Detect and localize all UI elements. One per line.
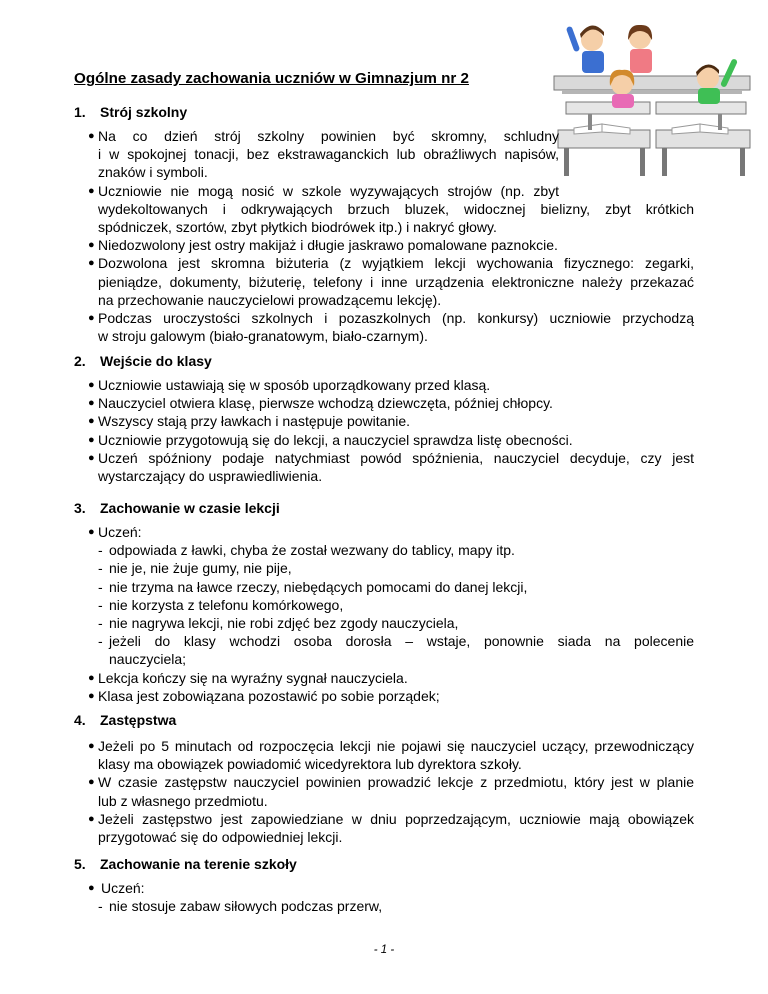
- list-item: ● Lekcja kończy się na wyraźny sygnał nauczyciela.: [88, 669, 408, 686]
- list-item-continuation: wydekoltowanych i odkrywających brzuch bluzek, widocznej bielizny, zbyt krótkich: [98, 200, 694, 217]
- bullet-icon: ●: [88, 397, 95, 410]
- list-item-continuation: klasy ma obowiązek powiadomić wicedyrektora lub dyrektora szkoły.: [98, 756, 522, 773]
- list-item: ● Uczniowie nie mogą nosić w szkole wyzywających strojów (np. zbyt: [88, 182, 559, 199]
- section-3-list: [88, 523, 694, 705]
- section-heading-text: Zastępstwa: [100, 712, 177, 728]
- list-item: ● Na co dzień strój szkolny powinien być skromny, schludny: [88, 128, 559, 144]
- section-number: 1.: [74, 104, 86, 120]
- list-item-continuation: i w spokojnej tonacji, bez ekstrawaganckich lub obraźliwych napisów,: [98, 146, 559, 163]
- list-item: ● Uczeń:: [88, 880, 145, 896]
- list-item-continuation: przygotować się do odpowiedniej lekcji.: [98, 828, 343, 845]
- bullet-icon: ●: [88, 257, 95, 270]
- bullet-icon: ●: [88, 671, 95, 684]
- sub-item: - nie trzyma na ławce rzeczy, niebędących pomocami do danej lekcji,: [98, 578, 528, 595]
- section-heading-text: Strój szkolny: [100, 104, 188, 120]
- section-heading-zachowanie-w-czasie-lekcji: [74, 500, 280, 516]
- list-item: ● Uczeń spóźniony podaje natychmiast powód spóźnienia, nauczyciel decyduje, czy jest: [88, 449, 694, 466]
- section-1-list-continued: [88, 200, 694, 346]
- section-number: 5.: [74, 856, 86, 872]
- bullet-icon: ●: [88, 184, 95, 197]
- section-number: 2.: [74, 353, 86, 369]
- dash-marker: -: [98, 578, 103, 595]
- list-item: ● Uczeń:: [88, 524, 142, 540]
- sub-item: - jeżeli do klasy wchodzi osoba dorosła – wstaje, ponownie siada na polecenie: [98, 633, 694, 650]
- bullet-icon: ●: [88, 130, 95, 142]
- bullet-icon: ●: [88, 882, 95, 894]
- list-item: ● Dozwolona jest skromna biżuteria (z wyjątkiem lekcji wychowania fizycznego: zegarki,: [88, 255, 694, 272]
- dash-marker: -: [98, 614, 103, 631]
- section-heading-zastepstwa: [74, 712, 176, 728]
- list-item: ● Wszyscy stają przy ławkach i następuje powitanie.: [88, 413, 411, 430]
- classroom-children-clipart-icon: [548, 18, 756, 178]
- section-4-list: [88, 737, 694, 846]
- dash-marker: -: [98, 542, 103, 559]
- dash-marker: -: [98, 596, 103, 613]
- sub-item-continuation: nauczyciela;: [109, 651, 187, 668]
- list-item: ● Nauczyciel otwiera klasę, pierwsze wchodzą dziewczęta, później chłopcy.: [88, 395, 553, 412]
- list-item: ● Podczas uroczystości szkolnych i pozaszkolnych (np. konkursy) uczniowie przychodzą: [88, 309, 694, 326]
- bullet-icon: ●: [88, 311, 95, 324]
- bullet-icon: ●: [88, 812, 95, 825]
- bullet-icon: ●: [88, 451, 95, 464]
- list-item: ● Jeżeli po 5 minutach od rozpoczęcia lekcji nie pojawi się nauczyciel uczący, przewodniczący: [88, 738, 694, 754]
- dash-marker: -: [98, 898, 103, 915]
- list-item-continuation: w stroju galowym (biało-granatowym, biało-czarnym).: [98, 328, 428, 345]
- dash-marker: -: [98, 560, 103, 577]
- list-item: ● Uczniowie przygotowują się do lekcji, a nauczyciel sprawdza listę obecności.: [88, 431, 573, 448]
- bullet-icon: ●: [88, 415, 95, 428]
- list-item-continuation: znaków i symboli.: [98, 164, 208, 181]
- section-1-list: [88, 127, 559, 200]
- section-heading-text: Zachowanie na terenie szkoły: [100, 856, 297, 872]
- dash-marker: -: [98, 633, 103, 650]
- list-item: ● Niedozwolony jest ostry makijaż i długie jaskrawo pomalowane paznokcie.: [88, 237, 558, 254]
- bullet-icon: ●: [88, 239, 95, 252]
- section-number: 3.: [74, 500, 86, 516]
- bullet-icon: ●: [88, 740, 95, 752]
- list-item: ● Klasa jest zobowiązana pozostawić po sobie porządek;: [88, 687, 440, 704]
- sub-item: - odpowiada z ławki, chyba że został wezwany do tablicy, mapy itp.: [98, 542, 515, 559]
- list-item: ● W czasie zastępstw nauczyciel powinien prowadzić lekcje z przedmiotu, który jest w planie: [88, 774, 694, 791]
- bullet-icon: ●: [88, 433, 95, 446]
- sub-item: - nie nagrywa lekcji, nie robi zdjęć bez zgody nauczyciela,: [98, 614, 459, 631]
- bullet-icon: ●: [88, 689, 95, 702]
- bullet-icon: ●: [88, 379, 95, 391]
- section-heading-stroj-szkolny: [74, 104, 187, 120]
- section-heading-zachowanie-na-terenie-szkoly: [74, 856, 297, 872]
- page-number: - 1 -: [373, 944, 395, 956]
- page-title: Ogólne zasady zachowania uczniów w Gimnazjum nr 2: [74, 70, 469, 87]
- section-number: 4.: [74, 712, 86, 728]
- section-5-list: [88, 879, 694, 915]
- sub-item: - nie korzysta z telefonu komórkowego,: [98, 596, 344, 613]
- section-heading-text: Wejście do klasy: [100, 353, 212, 369]
- section-2-list: [88, 376, 694, 485]
- bullet-icon: ●: [88, 776, 95, 789]
- list-item-continuation: spódniczek, szortów, zbyt płytkich biodrówek itp.) i nakryć głowy.: [98, 218, 497, 235]
- sub-item: - nie je, nie żuje gumy, nie pije,: [98, 560, 292, 577]
- bullet-icon: ●: [88, 526, 95, 538]
- list-item: ● Jeżeli zastępstwo jest zapowiedziane w dniu poprzedzającym, uczniowie mają obowiązek: [88, 810, 694, 827]
- section-heading-wejscie-do-klasy: [74, 353, 212, 369]
- list-item-continuation: wystarczający do usprawiedliwienia.: [98, 467, 323, 484]
- section-heading-text: Zachowanie w czasie lekcji: [100, 500, 280, 516]
- list-item-continuation: na przechowanie nauczycielowi prowadzącemu lekcję).: [98, 291, 442, 308]
- sub-item: - nie stosuje zabaw siłowych podczas przerw,: [98, 898, 383, 915]
- list-item-continuation: lub z własnego przedmiotu.: [98, 792, 268, 809]
- list-item-continuation: pieniądze, dokumenty, biżuterię, telefony i inne urządzenia elektroniczne należy przekazać: [98, 273, 694, 290]
- list-item: ● Uczniowie ustawiają się w sposób uporządkowany przed klasą.: [88, 377, 491, 393]
